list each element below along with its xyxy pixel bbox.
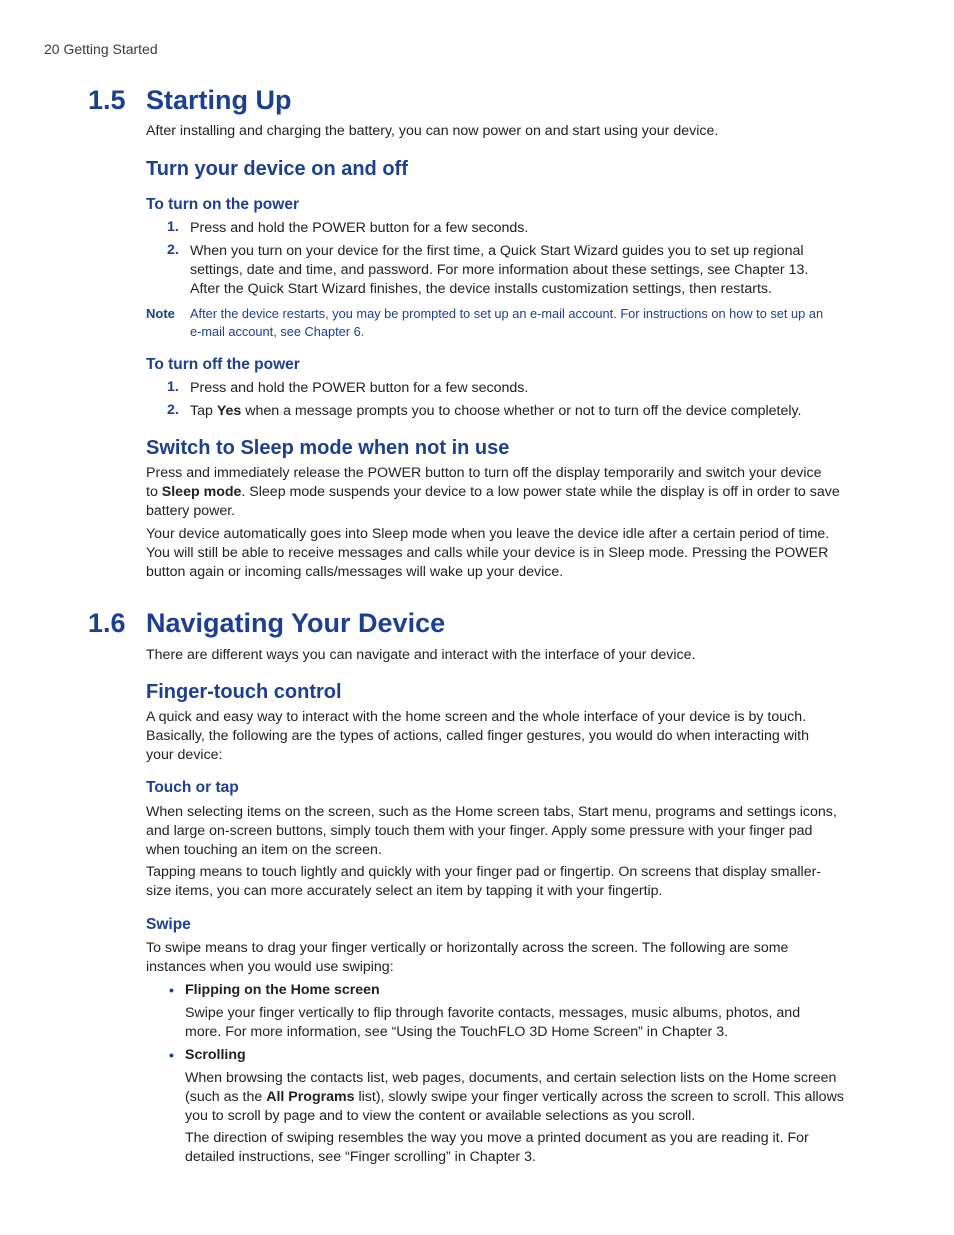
step-number: 2. [167, 402, 179, 418]
subsection-heading: Switch to Sleep mode when not in use [146, 437, 510, 459]
procedure-heading: Touch or tap [146, 779, 239, 796]
section-title: Starting Up [146, 85, 292, 115]
note-label: Note [146, 306, 175, 321]
paragraph: Your device automatically goes into Sleep mode when you leave the device idle after a certain period of time. You will still be able to receive messages and calls while your device is in Sleep mode. Pressing the POWER button again or incoming calls/messages will wake up your device. [146, 526, 830, 580]
section-title: Navigating Your Device [146, 608, 446, 638]
step-text: Tap Yes when a message prompts you to choose whether or not to turn off the device completely. [190, 403, 802, 419]
running-head: 20 Getting Started [44, 41, 158, 57]
bullet-marker: • [169, 1047, 174, 1063]
paragraph: Tapping means to touch lightly and quickly with your finger pad or fingertip. On screens that display smaller- size items, you can more accurately select an item by tapping it with your fingertip. [146, 864, 822, 899]
bullet-text: When browsing the contacts list, web pages, documents, and certain selection lists on the Home screen (such as the All Programs list), slowly swipe your finger vertically across the screen to scroll. This allows you to scroll by page and to view the content or available selections as you scroll. [185, 1070, 844, 1124]
paragraph: When selecting items on the screen, such as the Home screen tabs, Start menu, programs and settings icons, and large on-screen buttons, simply touch them with your finger. Apply some pressure with your finger pad when touching an item on the screen. [146, 804, 837, 858]
procedure-heading: To turn off the power [146, 356, 300, 373]
bullet-text: Swipe your finger vertically to flip through favorite contacts, messages, music albums, photos, and more. For more information, see “Using the TouchFLO 3D Home Screen” in Chapter 3. [185, 1005, 801, 1040]
bullet-marker: • [169, 982, 174, 998]
section-intro: After installing and charging the battery, you can now power on and start using your device. [146, 123, 719, 139]
section-intro: There are different ways you can navigate and interact with the interface of your device. [146, 647, 696, 663]
note-text: After the device restarts, you may be prompted to set up an e-mail account. For instructions on how to set up an e-mail account, see Chapter 6. [190, 306, 824, 339]
step-number: 2. [167, 242, 179, 258]
step-text: When you turn on your device for the first time, a Quick Start Wizard guides you to set up regional settings, date and time, and password. For more information about these settings, see Chapter 13. After the Quick Start Wizard finishes, the device installs customization settings, then restarts. [190, 243, 809, 297]
procedure-heading: Swipe [146, 916, 191, 933]
subsection-heading: Finger-touch control [146, 681, 342, 703]
paragraph: To swipe means to drag your finger vertically or horizontally across the screen. The following are some instances when you would use swiping: [146, 940, 789, 975]
section-number: 1.5 [88, 85, 126, 115]
paragraph: Press and immediately release the POWER button to turn off the display temporarily and switch your device to Sleep mode. Sleep mode suspends your device to a low power state while the display is off in order to save battery power. [146, 465, 840, 519]
step-text: Press and hold the POWER button for a few seconds. [190, 380, 529, 396]
bullet-title: Flipping on the Home screen [185, 982, 380, 998]
step-text: Press and hold the POWER button for a few seconds. [190, 220, 529, 236]
section-number: 1.6 [88, 608, 126, 638]
subsection-heading: Turn your device on and off [146, 158, 408, 180]
bullet-title: Scrolling [185, 1047, 246, 1063]
step-number: 1. [167, 219, 179, 235]
procedure-heading: To turn on the power [146, 196, 299, 213]
paragraph: A quick and easy way to interact with the home screen and the whole interface of your device is by touch. Basically, the following are the types of actions, called finger gestures, you would do when interacting with your device: [146, 709, 809, 763]
bullet-text: The direction of swiping resembles the way you move a printed document as you are reading it. For detailed instructions, see “Finger scrolling” in Chapter 3. [185, 1130, 809, 1165]
step-number: 1. [167, 379, 179, 395]
